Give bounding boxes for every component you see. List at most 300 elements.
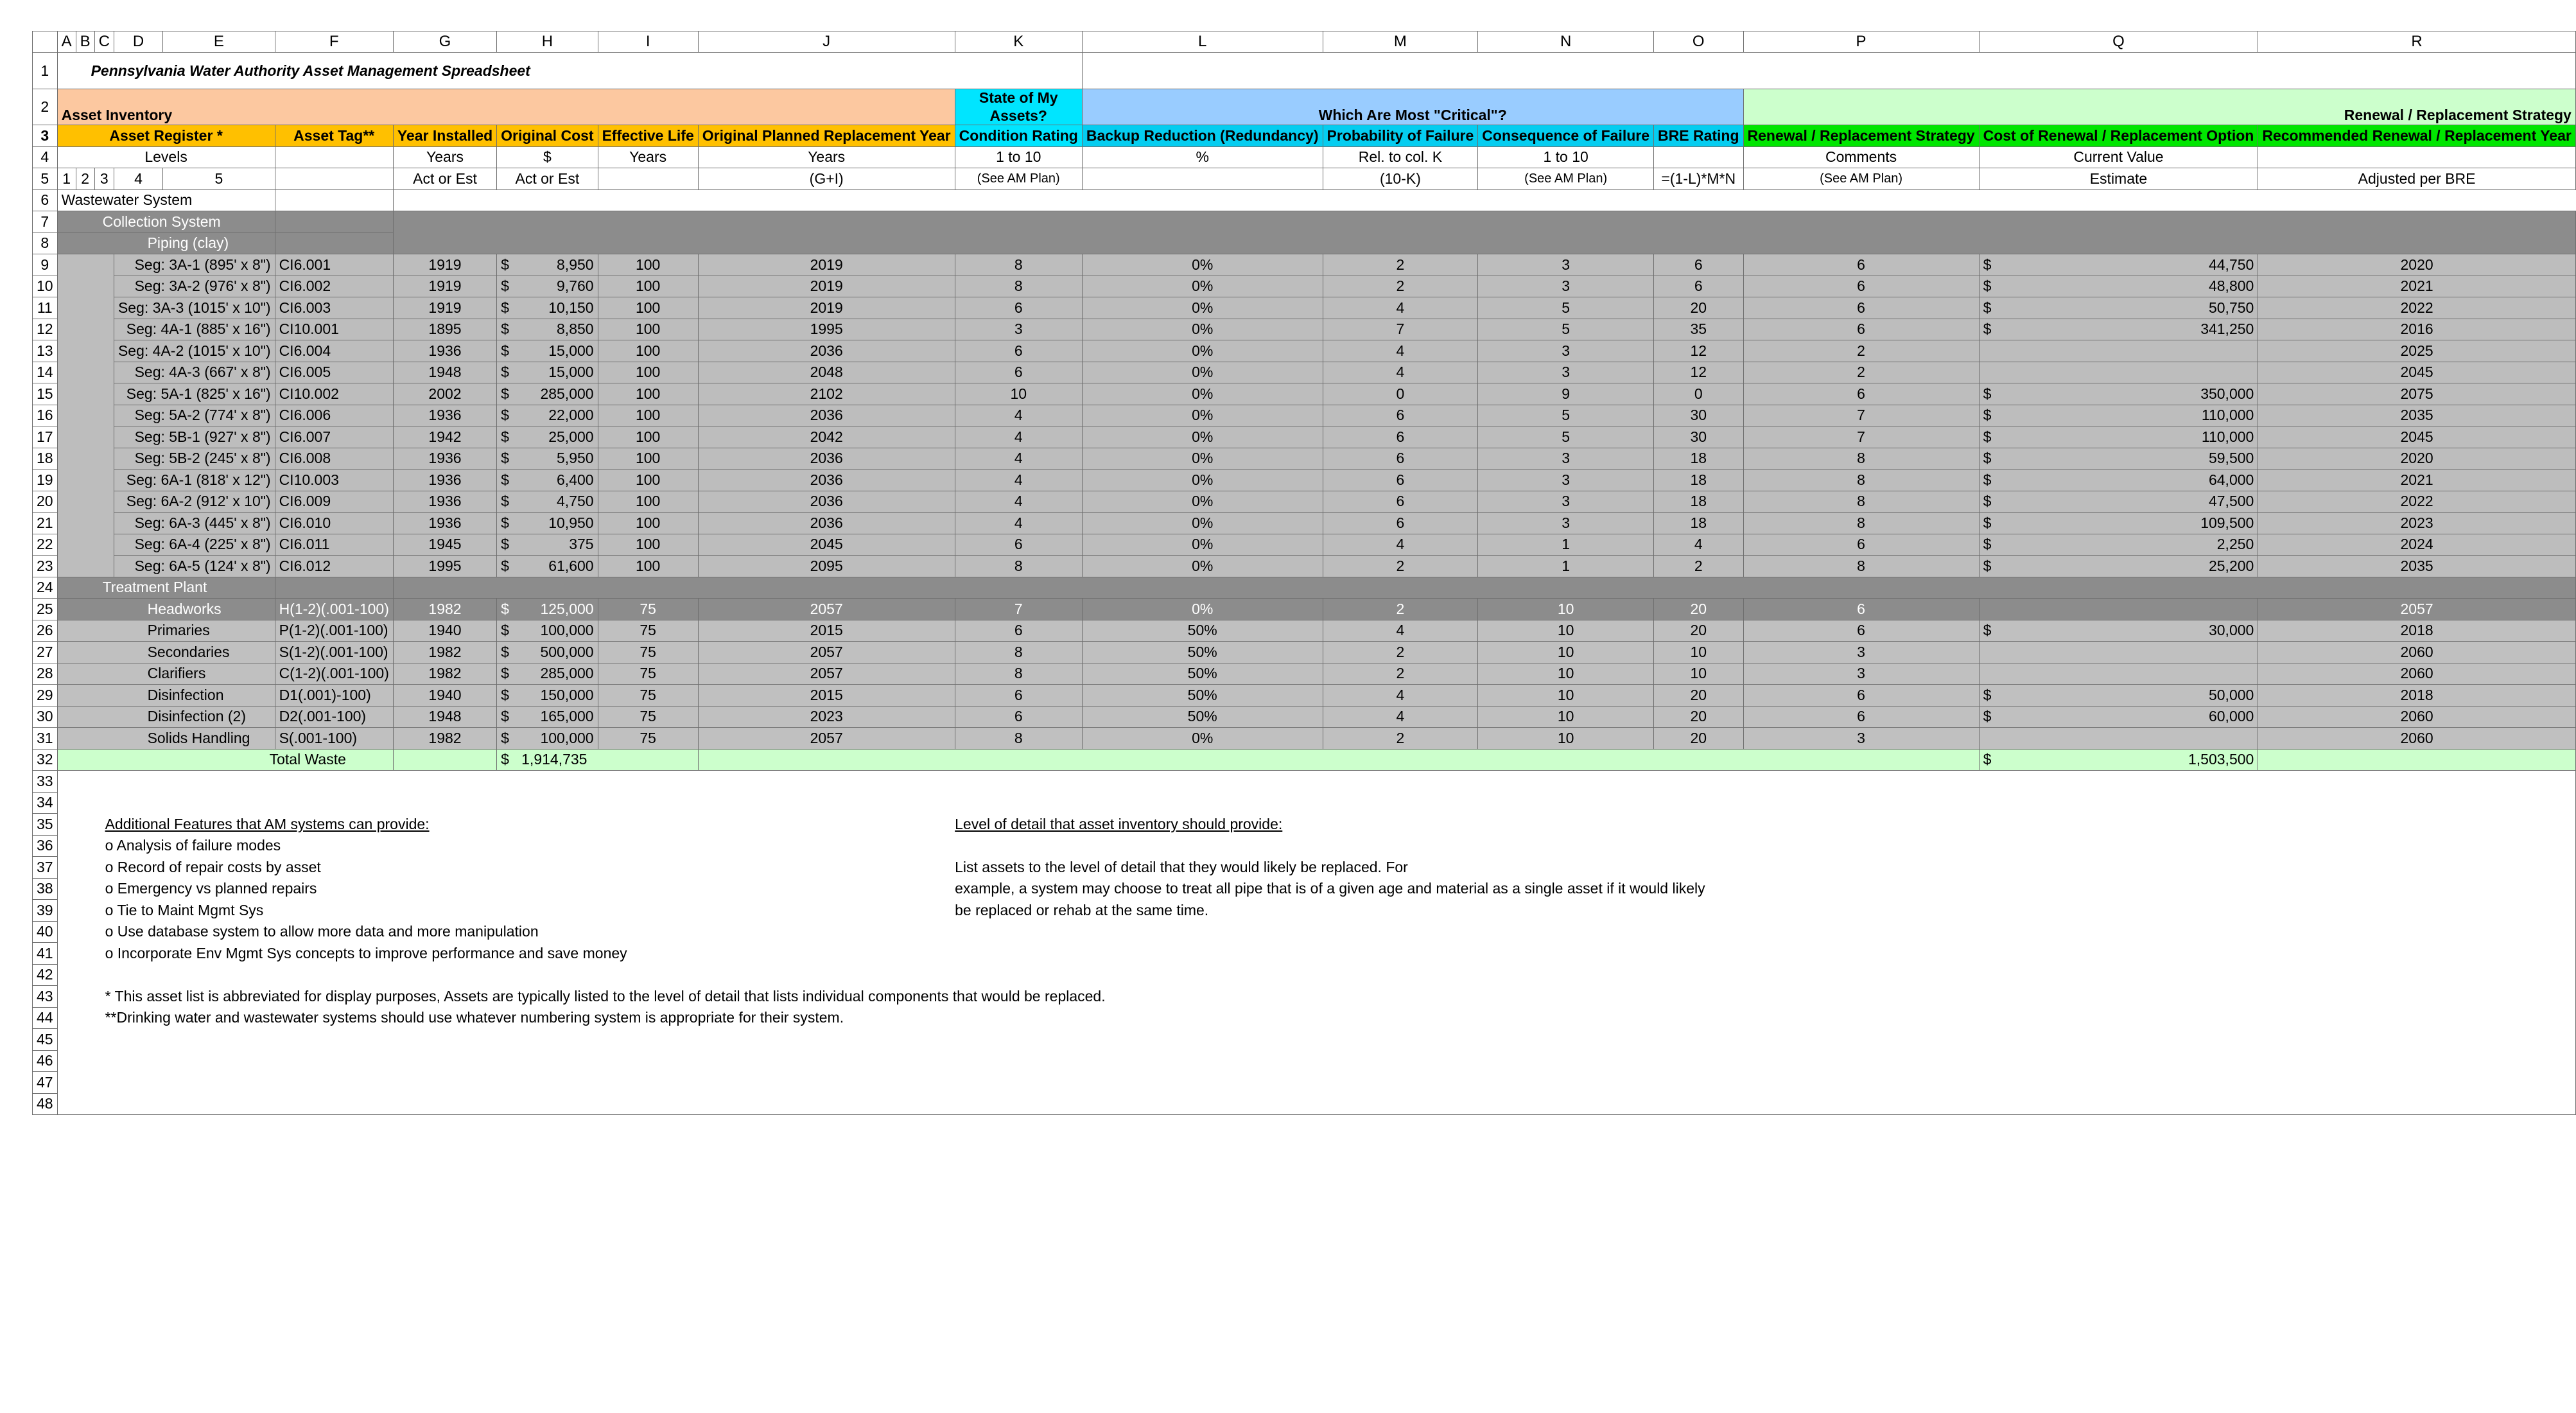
unit-h[interactable]: $ (497, 146, 598, 168)
rr-strategy[interactable]: 6 (1743, 706, 1979, 728)
backup-reduction[interactable]: 0% (1082, 383, 1323, 405)
year-installed[interactable]: 1982 (393, 642, 496, 663)
row-header-32[interactable]: 32 (33, 749, 58, 771)
rr-cost[interactable] (1979, 599, 2258, 620)
condition-rating[interactable]: 8 (955, 254, 1082, 276)
rr-strategy[interactable]: 7 (1743, 405, 1979, 426)
planned-year[interactable]: 2036 (698, 491, 955, 513)
rr-cost[interactable] (1979, 319, 2258, 340)
consequence[interactable]: 10 (1478, 685, 1654, 706)
asset-name[interactable]: Disinfection (57, 685, 275, 706)
column-header-e[interactable]: E (163, 31, 275, 53)
note-left[interactable]: Additional Features that AM systems can provide: (57, 814, 955, 836)
asset-tag[interactable]: P(1-2)(.001-100) (275, 620, 393, 642)
column-header-c[interactable]: C (94, 31, 114, 53)
rr-strategy[interactable]: 6 (1743, 534, 1979, 556)
planned-year[interactable]: 2102 (698, 383, 955, 405)
recommended-year[interactable]: 2045 (2258, 362, 2576, 383)
planned-year[interactable]: 2042 (698, 426, 955, 448)
cell[interactable] (275, 577, 393, 599)
level-5[interactable]: 5 (163, 168, 275, 190)
row-header-44[interactable]: 44 (33, 1007, 58, 1029)
bre-rating[interactable]: 20 (1654, 297, 1744, 319)
year-installed[interactable]: 1936 (393, 448, 496, 470)
original-cost[interactable] (497, 448, 598, 470)
asset-tag[interactable]: CI10.003 (275, 470, 393, 491)
asset-tag[interactable]: CI6.012 (275, 556, 393, 577)
probability[interactable]: 4 (1323, 340, 1478, 362)
condition-rating[interactable]: 6 (955, 706, 1082, 728)
effective-life[interactable]: 75 (598, 728, 698, 750)
unit2-o[interactable]: =(1-L)*M*N (1654, 168, 1744, 190)
planned-year[interactable]: 2057 (698, 642, 955, 663)
note-left[interactable] (57, 792, 955, 814)
row-header-8[interactable]: 8 (33, 233, 58, 254)
bre-rating[interactable]: 12 (1654, 340, 1744, 362)
cell[interactable] (393, 189, 2575, 211)
year-installed[interactable]: 1942 (393, 426, 496, 448)
cell[interactable] (393, 749, 496, 771)
condition-rating[interactable]: 8 (955, 642, 1082, 663)
row-header-34[interactable]: 34 (33, 792, 58, 814)
year-installed[interactable]: 2002 (393, 383, 496, 405)
backup-reduction[interactable]: 0% (1082, 470, 1323, 491)
effective-life[interactable]: 75 (598, 706, 698, 728)
probability[interactable]: 2 (1323, 642, 1478, 663)
asset-tag[interactable]: CI6.001 (275, 254, 393, 276)
asset-tag[interactable]: CI6.009 (275, 491, 393, 513)
bre-rating[interactable]: 12 (1654, 362, 1744, 383)
probability[interactable]: 6 (1323, 448, 1478, 470)
backup-reduction[interactable]: 0% (1082, 276, 1323, 297)
note-right[interactable] (955, 943, 2575, 965)
cell[interactable] (275, 168, 393, 190)
backup-reduction[interactable]: 0% (1082, 405, 1323, 426)
note-left[interactable] (57, 1050, 955, 1072)
asset-name[interactable]: Seg: 5A-2 (774' x 8") (114, 405, 275, 426)
row-header-29[interactable]: 29 (33, 685, 58, 706)
recommended-year[interactable]: 2060 (2258, 663, 2576, 685)
row-header-22[interactable]: 22 (33, 534, 58, 556)
original-cost[interactable] (497, 534, 598, 556)
consequence[interactable]: 10 (1478, 599, 1654, 620)
total-rr-cost[interactable] (1979, 749, 2258, 771)
unit2-i[interactable] (598, 168, 698, 190)
asset-tag[interactable]: CI10.001 (275, 319, 393, 340)
effective-life[interactable]: 100 (598, 491, 698, 513)
backup-reduction[interactable]: 50% (1082, 706, 1323, 728)
backup-reduction[interactable]: 50% (1082, 685, 1323, 706)
level-4[interactable]: 4 (114, 168, 162, 190)
rr-cost[interactable] (1979, 642, 2258, 663)
rr-strategy[interactable]: 7 (1743, 426, 1979, 448)
consequence[interactable]: 3 (1478, 513, 1654, 534)
unit-i[interactable]: Years (598, 146, 698, 168)
planned-year[interactable]: 2095 (698, 556, 955, 577)
asset-name[interactable]: Seg: 5A-1 (825' x 16") (114, 383, 275, 405)
consequence[interactable]: 9 (1478, 383, 1654, 405)
original-cost[interactable] (497, 426, 598, 448)
note-right[interactable] (955, 878, 2575, 900)
rr-strategy[interactable]: 8 (1743, 448, 1979, 470)
effective-life[interactable]: 75 (598, 620, 698, 642)
backup-reduction[interactable]: 0% (1082, 362, 1323, 383)
effective-life[interactable]: 100 (598, 254, 698, 276)
original-cost[interactable] (497, 706, 598, 728)
consequence[interactable]: 1 (1478, 534, 1654, 556)
effective-life[interactable]: 75 (598, 642, 698, 663)
header-cost-rr[interactable]: Cost of Renewal / Replacement Option (1979, 125, 2258, 147)
condition-rating[interactable]: 4 (955, 470, 1082, 491)
rr-strategy[interactable]: 6 (1743, 383, 1979, 405)
column-header-l[interactable]: L (1082, 31, 1323, 53)
original-cost[interactable] (497, 254, 598, 276)
year-installed[interactable]: 1936 (393, 470, 496, 491)
cell[interactable] (275, 146, 393, 168)
row-header-33[interactable]: 33 (33, 771, 58, 793)
row-header-43[interactable]: 43 (33, 986, 58, 1008)
rr-cost[interactable] (1979, 706, 2258, 728)
effective-life[interactable]: 100 (598, 383, 698, 405)
note-left[interactable]: o Record of repair costs by asset (57, 857, 955, 879)
year-installed[interactable]: 1940 (393, 620, 496, 642)
bre-rating[interactable]: 18 (1654, 491, 1744, 513)
backup-reduction[interactable]: 0% (1082, 599, 1323, 620)
row-header-45[interactable]: 45 (33, 1029, 58, 1051)
rr-cost[interactable] (1979, 491, 2258, 513)
probability[interactable]: 4 (1323, 706, 1478, 728)
recommended-year[interactable]: 2023 (2258, 513, 2576, 534)
year-installed[interactable]: 1919 (393, 297, 496, 319)
recommended-year[interactable]: 2024 (2258, 534, 2576, 556)
bre-rating[interactable]: 0 (1654, 383, 1744, 405)
recommended-year[interactable]: 2022 (2258, 491, 2576, 513)
note-left[interactable]: o Use database system to allow more data and more manipulation (57, 921, 955, 943)
row-header-42[interactable]: 42 (33, 964, 58, 986)
unit-o[interactable] (1654, 146, 1744, 168)
probability[interactable]: 2 (1323, 276, 1478, 297)
asset-tag[interactable]: CI6.006 (275, 405, 393, 426)
original-cost[interactable] (497, 405, 598, 426)
consequence[interactable]: 5 (1478, 405, 1654, 426)
condition-rating[interactable]: 8 (955, 728, 1082, 750)
year-installed[interactable]: 1936 (393, 340, 496, 362)
planned-year[interactable]: 2036 (698, 340, 955, 362)
bre-rating[interactable]: 20 (1654, 599, 1744, 620)
bre-rating[interactable]: 4 (1654, 534, 1744, 556)
unit2-n[interactable]: (See AM Plan) (1478, 168, 1654, 190)
recommended-year[interactable]: 2075 (2258, 383, 2576, 405)
column-header-m[interactable]: M (1323, 31, 1478, 53)
year-installed[interactable]: 1982 (393, 599, 496, 620)
rr-cost[interactable] (1979, 340, 2258, 362)
backup-reduction[interactable]: 0% (1082, 297, 1323, 319)
rr-cost[interactable] (1979, 620, 2258, 642)
note-right[interactable] (955, 1029, 2575, 1051)
rr-cost[interactable] (1979, 405, 2258, 426)
bre-rating[interactable]: 35 (1654, 319, 1744, 340)
asset-group-gray[interactable] (57, 254, 114, 577)
condition-rating[interactable]: 6 (955, 534, 1082, 556)
row-header-35[interactable]: 35 (33, 814, 58, 836)
row-header-26[interactable]: 26 (33, 620, 58, 642)
backup-reduction[interactable]: 0% (1082, 728, 1323, 750)
rr-cost[interactable] (1979, 297, 2258, 319)
consequence[interactable]: 5 (1478, 297, 1654, 319)
effective-life[interactable]: 75 (598, 663, 698, 685)
original-cost[interactable] (497, 383, 598, 405)
asset-name[interactable]: Seg: 5B-1 (927' x 8") (114, 426, 275, 448)
state-header[interactable]: State of My Assets? (955, 89, 1082, 125)
note-left[interactable] (57, 1093, 955, 1115)
rr-strategy[interactable]: 8 (1743, 470, 1979, 491)
row-header-20[interactable]: 20 (33, 491, 58, 513)
year-installed[interactable]: 1919 (393, 276, 496, 297)
original-cost[interactable] (497, 340, 598, 362)
critical-header[interactable]: Which Are Most "Critical"? (1082, 89, 1743, 125)
header-backup[interactable]: Backup Reduction (Redundancy) (1082, 125, 1323, 147)
bre-rating[interactable]: 20 (1654, 728, 1744, 750)
effective-life[interactable]: 75 (598, 685, 698, 706)
planned-year[interactable]: 2015 (698, 685, 955, 706)
wastewater-label[interactable]: Wastewater System (57, 189, 275, 211)
row-header-47[interactable]: 47 (33, 1072, 58, 1094)
probability[interactable]: 4 (1323, 297, 1478, 319)
backup-reduction[interactable]: 0% (1082, 448, 1323, 470)
asset-name[interactable]: Seg: 4A-1 (885' x 16") (114, 319, 275, 340)
asset-name[interactable]: Seg: 6A-5 (124' x 8") (114, 556, 275, 577)
header-effective-life[interactable]: Effective Life (598, 125, 698, 147)
rr-strategy[interactable]: 3 (1743, 663, 1979, 685)
asset-name[interactable]: Seg: 6A-2 (912' x 10") (114, 491, 275, 513)
title-cell[interactable]: Pennsylvania Water Authority Asset Management Spreadsheet (57, 53, 1082, 89)
column-header-r[interactable]: R (2258, 31, 2576, 53)
rr-cost[interactable] (1979, 470, 2258, 491)
bre-rating[interactable]: 2 (1654, 556, 1744, 577)
original-cost[interactable] (497, 642, 598, 663)
gray-band[interactable] (393, 211, 2575, 254)
asset-name[interactable]: Secondaries (57, 642, 275, 663)
planned-year[interactable]: 2019 (698, 276, 955, 297)
recommended-year[interactable]: 2035 (2258, 405, 2576, 426)
rr-strategy[interactable]: 3 (1743, 728, 1979, 750)
planned-year[interactable]: 2036 (698, 405, 955, 426)
planned-year[interactable]: 2023 (698, 706, 955, 728)
bre-rating[interactable]: 18 (1654, 470, 1744, 491)
planned-year[interactable]: 2048 (698, 362, 955, 383)
recommended-year[interactable]: 2060 (2258, 642, 2576, 663)
row-header-2[interactable]: 2 (33, 89, 58, 125)
bre-rating[interactable]: 20 (1654, 620, 1744, 642)
consequence[interactable]: 5 (1478, 319, 1654, 340)
note-left[interactable] (57, 1072, 955, 1094)
row-header-15[interactable]: 15 (33, 383, 58, 405)
probability[interactable]: 6 (1323, 405, 1478, 426)
note-right[interactable] (955, 900, 2575, 922)
asset-name[interactable]: Primaries (57, 620, 275, 642)
header-asset-tag[interactable]: Asset Tag** (275, 125, 393, 147)
column-header-n[interactable]: N (1478, 31, 1654, 53)
column-header-a[interactable]: A (57, 31, 76, 53)
planned-year[interactable]: 2036 (698, 448, 955, 470)
condition-rating[interactable]: 8 (955, 276, 1082, 297)
backup-reduction[interactable]: 0% (1082, 340, 1323, 362)
row-header-46[interactable]: 46 (33, 1050, 58, 1072)
backup-reduction[interactable]: 0% (1082, 534, 1323, 556)
recommended-year[interactable]: 2020 (2258, 448, 2576, 470)
effective-life[interactable]: 100 (598, 448, 698, 470)
footnote[interactable]: **Drinking water and wastewater systems should use whatever numbering system is appropriate for their system. (57, 1007, 2575, 1029)
unit-q[interactable]: Current Value (1979, 146, 2258, 168)
levels-label[interactable]: Levels (57, 146, 275, 168)
planned-year[interactable]: 2057 (698, 728, 955, 750)
row-header-40[interactable]: 40 (33, 921, 58, 943)
year-installed[interactable]: 1936 (393, 405, 496, 426)
backup-reduction[interactable]: 50% (1082, 663, 1323, 685)
effective-life[interactable]: 100 (598, 426, 698, 448)
consequence[interactable]: 10 (1478, 620, 1654, 642)
row-header-37[interactable]: 37 (33, 857, 58, 879)
asset-name[interactable]: Disinfection (2) (57, 706, 275, 728)
bre-rating[interactable]: 10 (1654, 642, 1744, 663)
cell[interactable] (275, 189, 393, 211)
asset-tag[interactable]: S(.001-100) (275, 728, 393, 750)
backup-reduction[interactable]: 0% (1082, 426, 1323, 448)
unit-k[interactable]: 1 to 10 (955, 146, 1082, 168)
row-header-17[interactable]: 17 (33, 426, 58, 448)
row-header-16[interactable]: 16 (33, 405, 58, 426)
probability[interactable]: 2 (1323, 254, 1478, 276)
asset-name[interactable]: Seg: 3A-2 (976' x 8") (114, 276, 275, 297)
probability[interactable]: 4 (1323, 685, 1478, 706)
original-cost[interactable] (497, 319, 598, 340)
rr-cost[interactable] (1979, 254, 2258, 276)
column-header-o[interactable]: O (1654, 31, 1744, 53)
row-header-23[interactable]: 23 (33, 556, 58, 577)
header-year-installed[interactable]: Year Installed (393, 125, 496, 147)
effective-life[interactable]: 100 (598, 340, 698, 362)
unit-n[interactable]: 1 to 10 (1478, 146, 1654, 168)
effective-life[interactable]: 100 (598, 297, 698, 319)
recommended-year[interactable]: 2025 (2258, 340, 2576, 362)
effective-life[interactable]: 100 (598, 405, 698, 426)
note-left[interactable] (57, 964, 955, 986)
column-header-d[interactable]: D (114, 31, 162, 53)
year-installed[interactable]: 1919 (393, 254, 496, 276)
row-header-31[interactable]: 31 (33, 728, 58, 750)
rr-strategy[interactable]: 8 (1743, 556, 1979, 577)
condition-rating[interactable]: 4 (955, 405, 1082, 426)
original-cost[interactable] (497, 620, 598, 642)
original-cost[interactable] (497, 491, 598, 513)
rr-cost[interactable] (1979, 685, 2258, 706)
note-right[interactable] (955, 792, 2575, 814)
recommended-year[interactable]: 2018 (2258, 685, 2576, 706)
rr-cost[interactable] (1979, 426, 2258, 448)
rr-cost[interactable] (1979, 276, 2258, 297)
probability[interactable]: 6 (1323, 491, 1478, 513)
recommended-year[interactable]: 2021 (2258, 470, 2576, 491)
asset-tag[interactable]: CI6.004 (275, 340, 393, 362)
consequence[interactable]: 10 (1478, 706, 1654, 728)
select-all-corner[interactable] (33, 31, 58, 53)
row-header-12[interactable]: 12 (33, 319, 58, 340)
note-left[interactable] (57, 1029, 955, 1051)
original-cost[interactable] (497, 362, 598, 383)
probability[interactable]: 7 (1323, 319, 1478, 340)
probability[interactable]: 2 (1323, 599, 1478, 620)
asset-name[interactable]: Seg: 6A-3 (445' x 8") (114, 513, 275, 534)
rr-strategy[interactable]: 8 (1743, 513, 1979, 534)
asset-tag[interactable]: CI6.005 (275, 362, 393, 383)
cell[interactable] (275, 211, 393, 233)
recommended-year[interactable]: 2060 (2258, 728, 2576, 750)
asset-tag[interactable]: D1(.001)-100) (275, 685, 393, 706)
year-installed[interactable]: 1982 (393, 728, 496, 750)
row-header-10[interactable]: 10 (33, 276, 58, 297)
year-installed[interactable]: 1982 (393, 663, 496, 685)
condition-rating[interactable]: 10 (955, 383, 1082, 405)
asset-name[interactable]: Solids Handling (57, 728, 275, 750)
effective-life[interactable]: 100 (598, 534, 698, 556)
treatment-label[interactable]: Treatment Plant (57, 577, 275, 599)
bre-rating[interactable]: 10 (1654, 663, 1744, 685)
cell[interactable] (698, 749, 1979, 771)
planned-year[interactable]: 2057 (698, 663, 955, 685)
row-header-5[interactable]: 5 (33, 168, 58, 190)
asset-tag[interactable]: CI6.002 (275, 276, 393, 297)
unit-p[interactable]: Comments (1743, 146, 1979, 168)
year-installed[interactable]: 1940 (393, 685, 496, 706)
column-header-g[interactable]: G (393, 31, 496, 53)
header-bre[interactable]: BRE Rating (1654, 125, 1744, 147)
header-consequence[interactable]: Consequence of Failure (1478, 125, 1654, 147)
probability[interactable]: 4 (1323, 362, 1478, 383)
condition-rating[interactable]: 4 (955, 491, 1082, 513)
column-header-h[interactable]: H (497, 31, 598, 53)
bre-rating[interactable]: 30 (1654, 426, 1744, 448)
total-label[interactable]: Total Waste (57, 749, 393, 771)
row-header-38[interactable]: 38 (33, 878, 58, 900)
row-header-9[interactable]: 9 (33, 254, 58, 276)
bre-rating[interactable]: 18 (1654, 448, 1744, 470)
original-cost[interactable] (497, 556, 598, 577)
effective-life[interactable]: 100 (598, 362, 698, 383)
backup-reduction[interactable]: 0% (1082, 491, 1323, 513)
asset-name[interactable]: Clarifiers (57, 663, 275, 685)
recommended-year[interactable]: 2020 (2258, 254, 2576, 276)
rr-strategy[interactable]: 6 (1743, 685, 1979, 706)
consequence[interactable]: 10 (1478, 728, 1654, 750)
original-cost[interactable] (497, 599, 598, 620)
piping-label[interactable]: Piping (clay) (57, 233, 275, 254)
condition-rating[interactable]: 6 (955, 362, 1082, 383)
rr-cost[interactable] (1979, 728, 2258, 750)
bre-rating[interactable]: 20 (1654, 685, 1744, 706)
original-cost[interactable] (497, 685, 598, 706)
unit2-k[interactable]: (See AM Plan) (955, 168, 1082, 190)
consequence[interactable]: 3 (1478, 340, 1654, 362)
rr-strategy[interactable]: 6 (1743, 319, 1979, 340)
footnote[interactable]: * This asset list is abbreviated for display purposes, Assets are typically listed to the level of detail that lists individual components that would be replaced. (57, 986, 2575, 1008)
unit2-l[interactable] (1082, 168, 1323, 190)
column-header-f[interactable]: F (275, 31, 393, 53)
gray-band[interactable] (393, 577, 2575, 599)
row-header-19[interactable]: 19 (33, 470, 58, 491)
asset-tag[interactable]: CI6.008 (275, 448, 393, 470)
note-right[interactable] (955, 1050, 2575, 1072)
condition-rating[interactable]: 6 (955, 685, 1082, 706)
